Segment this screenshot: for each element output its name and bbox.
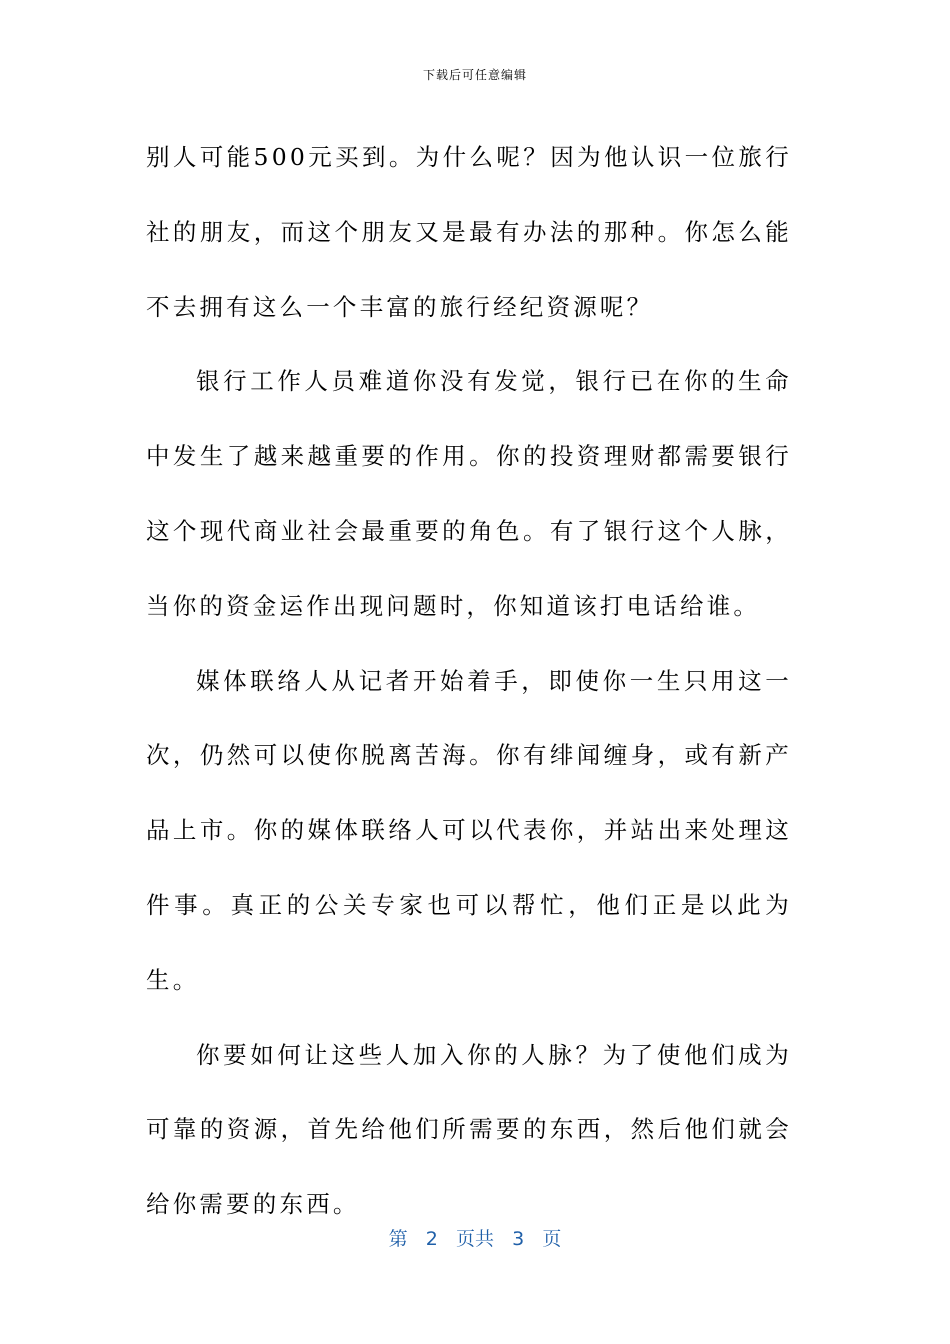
paragraph-2: 银行工作人员难道你没有发觉，银行已在你的生命中发生了越来越重要的作用。你的投资理财都需要银行这个现代商业社会最重要的角色。有了银行这个人脉，当你的资金运作出现问题时，你知道该打电话给谁。: [146, 367, 792, 620]
footer-total-pages: 3: [512, 1228, 525, 1250]
footer-current-page: 2: [425, 1228, 438, 1250]
header-note: 下载后可任意编辑: [422, 68, 527, 82]
paragraph-4: 你要如何让这些人加入你的人脉？为了使他们成为可靠的资源，首先给他们所需要的东西，然后他们就会给你需要的东西。: [146, 1040, 792, 1219]
paragraph-1: 别人可能500元买到。为什么呢？因为他认识一位旅行社的朋友，而这个朋友又是最有办法的那种。你怎么能不去拥有这么一个丰富的旅行经纪资源呢？: [146, 143, 792, 321]
page-footer: [0, 1224, 950, 1251]
document-body: [146, 120, 792, 1242]
paragraph-3: 媒体联络人从记者开始着手，即使你一生只用这一次，仍然可以使你脱离苦海。你有绯闻缠身，或有新产品上市。你的媒体联络人可以代表你，并站出来处理这件事。真正的公关专家也可以帮忙，他们正是以此为生。: [146, 666, 792, 994]
footer-middle: 页共: [455, 1228, 494, 1250]
footer-suffix: 页: [542, 1228, 562, 1250]
footer-prefix: 第: [388, 1228, 408, 1250]
